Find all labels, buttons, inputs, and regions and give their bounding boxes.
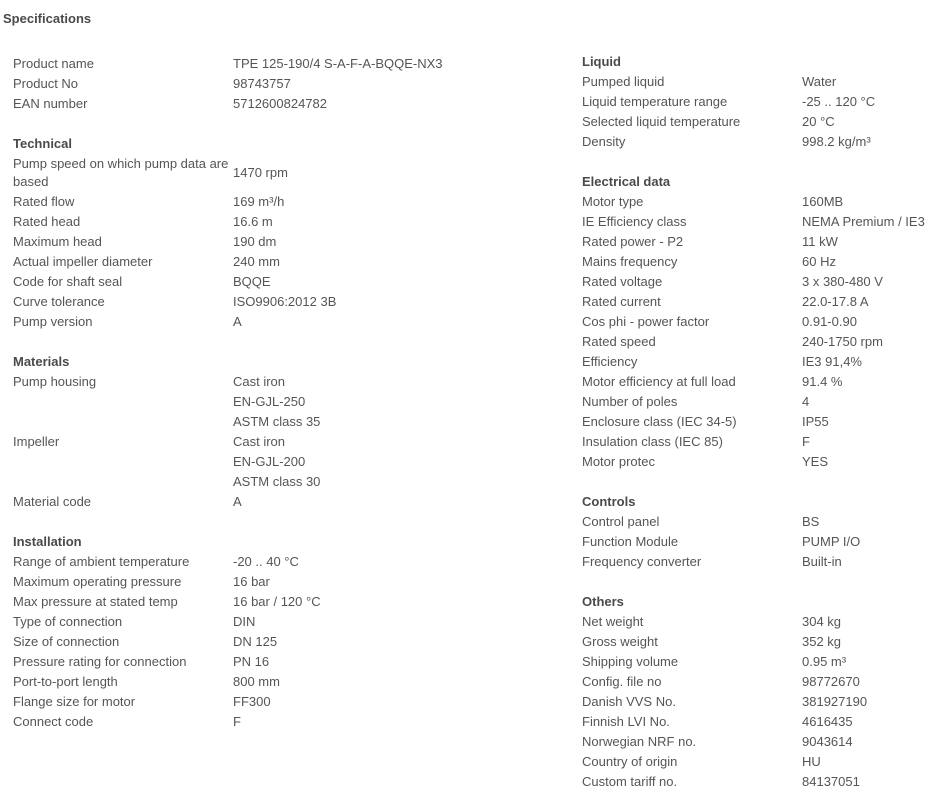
spec-value: F xyxy=(802,434,810,449)
spec-row xyxy=(13,432,573,492)
spec-label: EAN number xyxy=(13,96,88,111)
spec-value: A xyxy=(233,494,242,509)
spec-value: DN 125 xyxy=(233,634,278,649)
spec-value: 190 dm xyxy=(233,234,277,249)
spec-row xyxy=(13,712,573,732)
spec-label: Efficiency xyxy=(582,354,638,369)
spec-value: Built-in xyxy=(802,554,842,569)
section-electrical xyxy=(582,172,928,472)
spec-row xyxy=(582,692,928,712)
spec-value: BQQE xyxy=(233,274,271,289)
spec-row xyxy=(13,492,573,512)
spec-value: ISO9906:2012 3B xyxy=(233,294,337,309)
spec-row xyxy=(582,132,928,152)
spec-value: 240 mm xyxy=(233,254,280,269)
spec-value: YES xyxy=(802,454,829,469)
spec-label: Rated current xyxy=(582,294,661,309)
spec-row xyxy=(13,232,573,252)
spec-row xyxy=(582,212,928,232)
spec-value: PUMP I/O xyxy=(802,534,861,549)
spec-row xyxy=(13,612,573,632)
spec-label: Connect code xyxy=(13,714,94,729)
spec-row xyxy=(582,532,928,552)
spec-row xyxy=(13,592,573,612)
spec-row xyxy=(13,54,573,74)
spec-row xyxy=(582,612,928,632)
spec-row xyxy=(582,752,928,772)
spec-value: 169 m³/h xyxy=(233,194,285,209)
spec-value: 98772670 xyxy=(802,674,860,689)
spec-label: Actual impeller diameter xyxy=(13,254,153,269)
spec-value: 91.4 % xyxy=(802,374,843,389)
spec-row xyxy=(13,272,573,292)
spec-label: Pump version xyxy=(13,314,93,329)
spec-row xyxy=(582,712,928,732)
section-technical xyxy=(13,134,573,332)
section-heading: Technical xyxy=(13,136,73,151)
spec-row xyxy=(13,572,573,592)
section-liquid xyxy=(582,52,928,152)
spec-row xyxy=(582,452,928,472)
spec-row xyxy=(582,672,928,692)
spec-row xyxy=(582,232,928,252)
spec-label: Cos phi - power factor xyxy=(582,314,710,329)
spec-label: Product No xyxy=(13,76,79,91)
spec-row xyxy=(13,552,573,572)
spec-label: Flange size for motor xyxy=(13,694,136,709)
spec-value: 240-1750 rpm xyxy=(802,334,883,349)
spec-row xyxy=(13,212,573,232)
spec-row xyxy=(582,252,928,272)
spec-row xyxy=(13,652,573,672)
spec-row xyxy=(582,512,928,532)
spec-label: Country of origin xyxy=(582,754,678,769)
spec-value: 98743757 xyxy=(233,76,291,91)
spec-label: IE Efficiency class xyxy=(582,214,687,229)
spec-row xyxy=(582,412,928,432)
spec-label: Custom tariff no. xyxy=(582,774,678,789)
spec-row xyxy=(582,112,928,132)
section-heading: Materials xyxy=(13,354,70,369)
spec-value: F xyxy=(233,714,241,729)
section-heading: Installation xyxy=(13,534,82,549)
spec-value: 5712600824782 xyxy=(233,96,327,111)
spec-value: 16 bar / 120 °C xyxy=(233,594,321,609)
spec-row xyxy=(13,192,573,212)
spec-label: Code for shaft seal xyxy=(13,274,123,289)
spec-row xyxy=(13,94,573,114)
spec-value: 352 kg xyxy=(802,634,842,649)
spec-value: 800 mm xyxy=(233,674,280,689)
spec-label: Density xyxy=(582,134,626,149)
spec-label: Mains frequency xyxy=(582,254,678,269)
spec-value: 3 x 380-480 V xyxy=(802,274,883,289)
spec-value: 11 kW xyxy=(802,234,838,249)
spec-label: Liquid temperature range xyxy=(582,94,728,109)
spec-row xyxy=(582,352,928,372)
spec-row xyxy=(582,92,928,112)
spec-label: Rated power - P2 xyxy=(582,234,684,249)
spec-row xyxy=(582,312,928,332)
spec-label: Type of connection xyxy=(13,614,123,629)
spec-row xyxy=(582,332,928,352)
spec-row xyxy=(13,632,573,652)
spec-label: Finnish LVI No. xyxy=(582,714,670,729)
spec-label: Motor type xyxy=(582,194,644,209)
spec-row xyxy=(13,74,573,94)
spec-row xyxy=(13,692,573,712)
spec-value: EN-GJL-200 xyxy=(233,454,306,469)
spec-label: Motor protec xyxy=(582,454,655,469)
spec-row xyxy=(13,154,573,192)
spec-value: ASTM class 35 xyxy=(233,414,321,429)
spec-label: Product name xyxy=(13,56,94,71)
spec-value: 0.95 m³ xyxy=(802,654,847,669)
spec-value: PN 16 xyxy=(233,654,270,669)
spec-value: -20 .. 40 °C xyxy=(233,554,299,569)
spec-value: 4 xyxy=(802,394,810,409)
spec-value: 160MB xyxy=(802,194,844,209)
spec-value: ASTM class 30 xyxy=(233,474,321,489)
spec-label: Net weight xyxy=(582,614,644,629)
spec-label: Number of poles xyxy=(582,394,678,409)
spec-value: 22.0-17.8 A xyxy=(802,294,869,309)
spec-value: -25 .. 120 °C xyxy=(802,94,876,109)
spec-label: Danish VVS No. xyxy=(582,694,676,709)
spec-value: DIN xyxy=(233,614,256,629)
spec-row xyxy=(582,652,928,672)
spec-value: 0.91-0.90 xyxy=(802,314,857,329)
spec-label: Insulation class (IEC 85) xyxy=(582,434,723,449)
spec-label: Selected liquid temperature xyxy=(582,114,741,129)
spec-value: 381927190 xyxy=(802,694,868,709)
spec-label: Size of connection xyxy=(13,634,120,649)
spec-row xyxy=(582,192,928,212)
spec-value: NEMA Premium / IE3 xyxy=(802,214,925,229)
section-materials xyxy=(13,352,573,512)
spec-row xyxy=(582,292,928,312)
spec-value: EN-GJL-250 xyxy=(233,394,306,409)
spec-label: Impeller xyxy=(13,434,60,449)
section-heading: Controls xyxy=(582,494,636,509)
spec-label: Pressure rating for connection xyxy=(13,654,187,669)
section-product xyxy=(13,54,573,114)
spec-label: Range of ambient temperature xyxy=(13,554,190,569)
spec-label: Pump housing xyxy=(13,374,97,389)
spec-value: IP55 xyxy=(802,414,829,429)
spec-value: Cast iron xyxy=(233,374,286,389)
spec-value: 84137051 xyxy=(802,774,860,789)
spec-label: Rated head xyxy=(13,214,81,229)
spec-value: 16 bar xyxy=(233,574,270,589)
spec-label: Shipping volume xyxy=(582,654,679,669)
spec-value: A xyxy=(233,314,242,329)
spec-label: Curve tolerance xyxy=(13,294,105,309)
spec-label: Gross weight xyxy=(582,634,658,649)
spec-value: BS xyxy=(802,514,820,529)
spec-value: 9043614 xyxy=(802,734,853,749)
section-installation xyxy=(13,532,573,732)
spec-label: Rated speed xyxy=(582,334,656,349)
section-heading: Liquid xyxy=(582,54,621,69)
section-heading: Others xyxy=(582,594,624,609)
spec-value: IE3 91,4% xyxy=(802,354,862,369)
spec-label: Enclosure class (IEC 34-5) xyxy=(582,414,737,429)
spec-row xyxy=(582,272,928,292)
spec-row xyxy=(582,632,928,652)
spec-label: Control panel xyxy=(582,514,660,529)
spec-value: 4616435 xyxy=(802,714,853,729)
spec-row xyxy=(582,392,928,412)
spec-value: 304 kg xyxy=(802,614,842,629)
spec-value: HU xyxy=(802,754,821,769)
spec-label: Motor efficiency at full load xyxy=(582,374,736,389)
spec-label: Function Module xyxy=(582,534,679,549)
page-title: Specifications xyxy=(3,11,92,26)
spec-value: 20 °C xyxy=(802,114,835,129)
spec-row xyxy=(582,72,928,92)
spec-value: FF300 xyxy=(233,694,271,709)
spec-label: Port-to-port length xyxy=(13,674,118,689)
section-others xyxy=(582,592,928,792)
spec-value: Water xyxy=(802,74,837,89)
spec-label: Rated voltage xyxy=(582,274,663,289)
spec-row xyxy=(13,252,573,272)
spec-row xyxy=(582,772,928,792)
spec-row xyxy=(13,372,573,432)
spec-value: TPE 125-190/4 S-A-F-A-BQQE-NX3 xyxy=(233,56,443,71)
spec-row xyxy=(13,312,573,332)
section-heading: Electrical data xyxy=(582,174,671,189)
spec-label: Material code xyxy=(13,494,92,509)
spec-row xyxy=(582,732,928,752)
spec-value: 998.2 kg/m³ xyxy=(802,134,871,149)
spec-label: Config. file no xyxy=(582,674,662,689)
spec-label: Rated flow xyxy=(13,194,75,209)
spec-label: Maximum operating pressure xyxy=(13,574,182,589)
spec-row xyxy=(13,672,573,692)
section-controls xyxy=(582,492,928,572)
spec-label: Pump speed on which pump data are based xyxy=(13,156,229,189)
spec-label: Max pressure at stated temp xyxy=(13,594,178,609)
spec-label: Norwegian NRF no. xyxy=(582,734,697,749)
spec-value: Cast iron xyxy=(233,434,286,449)
spec-row xyxy=(582,552,928,572)
spec-label: Pumped liquid xyxy=(582,74,665,89)
spec-row xyxy=(582,432,928,452)
spec-value: 1470 rpm xyxy=(233,165,288,180)
spec-value: 60 Hz xyxy=(802,254,836,269)
spec-row xyxy=(13,292,573,312)
spec-label: Maximum head xyxy=(13,234,102,249)
spec-value: 16.6 m xyxy=(233,214,273,229)
spec-row xyxy=(582,372,928,392)
spec-label: Frequency converter xyxy=(582,554,702,569)
